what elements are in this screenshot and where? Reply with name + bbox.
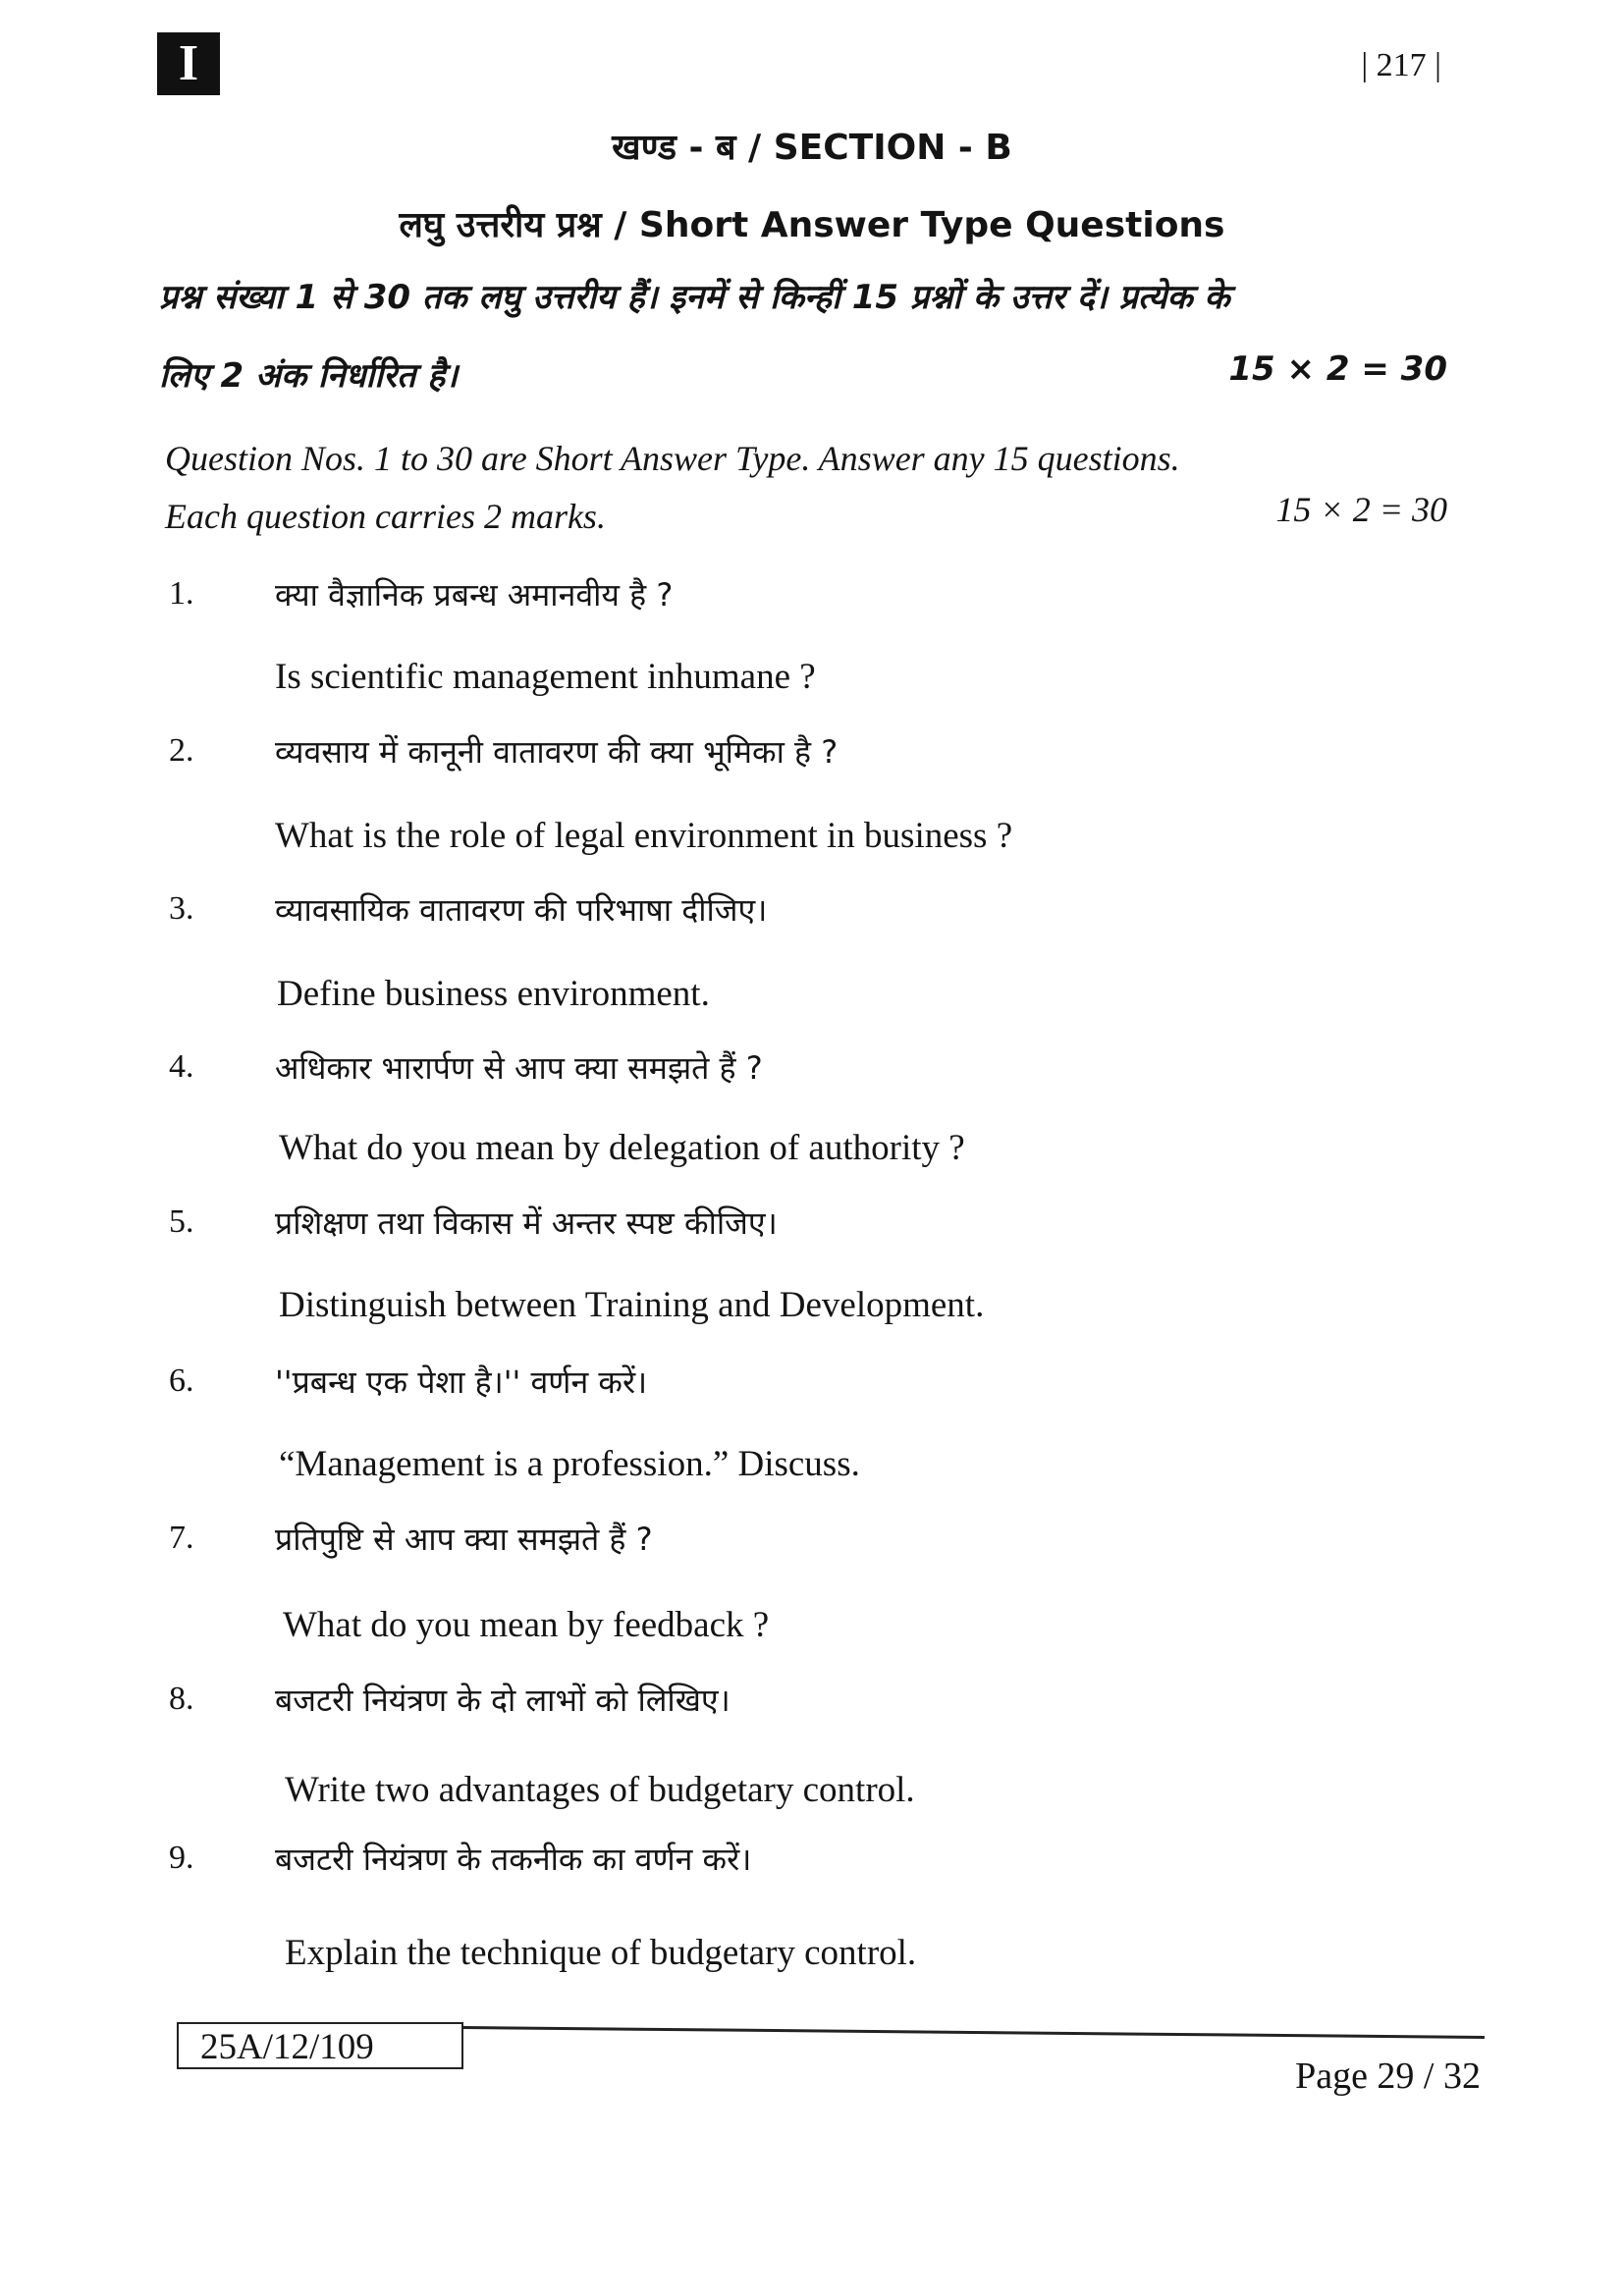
question-english: Explain the technique of budgetary control. <box>285 1933 917 1973</box>
booklet-code: 25A/12/109 <box>177 2022 463 2069</box>
question-english: Write two advantages of budgetary control. <box>285 1770 915 1810</box>
instructions-hindi-line2: लिए 2 अंक निर्धारित है। <box>159 356 459 396</box>
question-english: “Management is a profession.” Discuss. <box>279 1444 860 1484</box>
instructions-hindi-marks: 15 × 2 = 30 <box>1228 349 1447 389</box>
instructions-english-marks: 15 × 2 = 30 <box>1275 490 1447 529</box>
instructions-english-line2: Each question carries 2 marks. <box>165 497 606 536</box>
question-number: 3. <box>169 890 194 927</box>
question-hindi: प्रशिक्षण तथा विकास में अन्तर स्पष्ट कीजिए। <box>275 1204 778 1242</box>
question-english: Is scientific management inhumane ? <box>275 657 816 697</box>
question-number: 5. <box>169 1203 194 1240</box>
question-number: 1. <box>169 575 194 612</box>
question-number: 8. <box>169 1681 194 1717</box>
question-number: 4. <box>169 1048 194 1085</box>
question-number: 6. <box>169 1362 194 1399</box>
question-english: Distinguish between Training and Development. <box>279 1285 985 1325</box>
subtitle: लघु उत्तरीय प्रश्न / Short Answer Type Questions <box>399 205 1225 245</box>
footer-rule <box>463 2026 1485 2039</box>
question-hindi: बजटरी नियंत्रण के तकनीक का वर्णन करें। <box>275 1841 752 1878</box>
question-hindi: प्रतिपुष्टि से आप क्या समझते हैं ? <box>275 1521 653 1558</box>
question-hindi: ''प्रबन्ध एक पेशा है।'' वर्णन करें। <box>275 1363 648 1401</box>
question-english: What do you mean by feedback ? <box>283 1605 770 1645</box>
question-english: What is the role of legal environment in business ? <box>275 816 1013 856</box>
question-hindi: व्यावसायिक वातावरण की परिभाषा दीजिए। <box>275 891 768 929</box>
question-number: 2. <box>169 732 194 769</box>
question-hindi: बजटरी नियंत्रण के दो लाभों को लिखिए। <box>275 1682 731 1719</box>
instructions-hindi-line1: प्रश्न संख्या 1 से 30 तक लघु उत्तरीय हैं। इनमें से किन्हीं 15 प्रश्नों के उत्तर दें। प्रत्येक के <box>159 278 1230 317</box>
question-english: Define business environment. <box>277 974 710 1014</box>
question-english: What do you mean by delegation of authority ? <box>279 1128 965 1168</box>
paper-code: | 217 | <box>1361 47 1441 83</box>
page-number: Page 29 / 32 <box>1295 2056 1481 2097</box>
question-hindi: क्या वैज्ञानिक प्रबन्ध अमानवीय है ? <box>275 576 674 614</box>
set-label-box: I <box>157 32 220 95</box>
question-hindi: व्यवसाय में कानूनी वातावरण की क्या भूमिका है ? <box>275 733 839 771</box>
question-number: 9. <box>169 1840 194 1876</box>
section-title: खण्ड - ब / SECTION - B <box>612 128 1012 168</box>
question-hindi: अधिकार भारार्पण से आप क्या समझते हैं ? <box>275 1049 763 1087</box>
question-number: 7. <box>169 1520 194 1556</box>
instructions-english-line1: Question Nos. 1 to 30 are Short Answer Type. Answer any 15 questions. <box>165 439 1180 478</box>
